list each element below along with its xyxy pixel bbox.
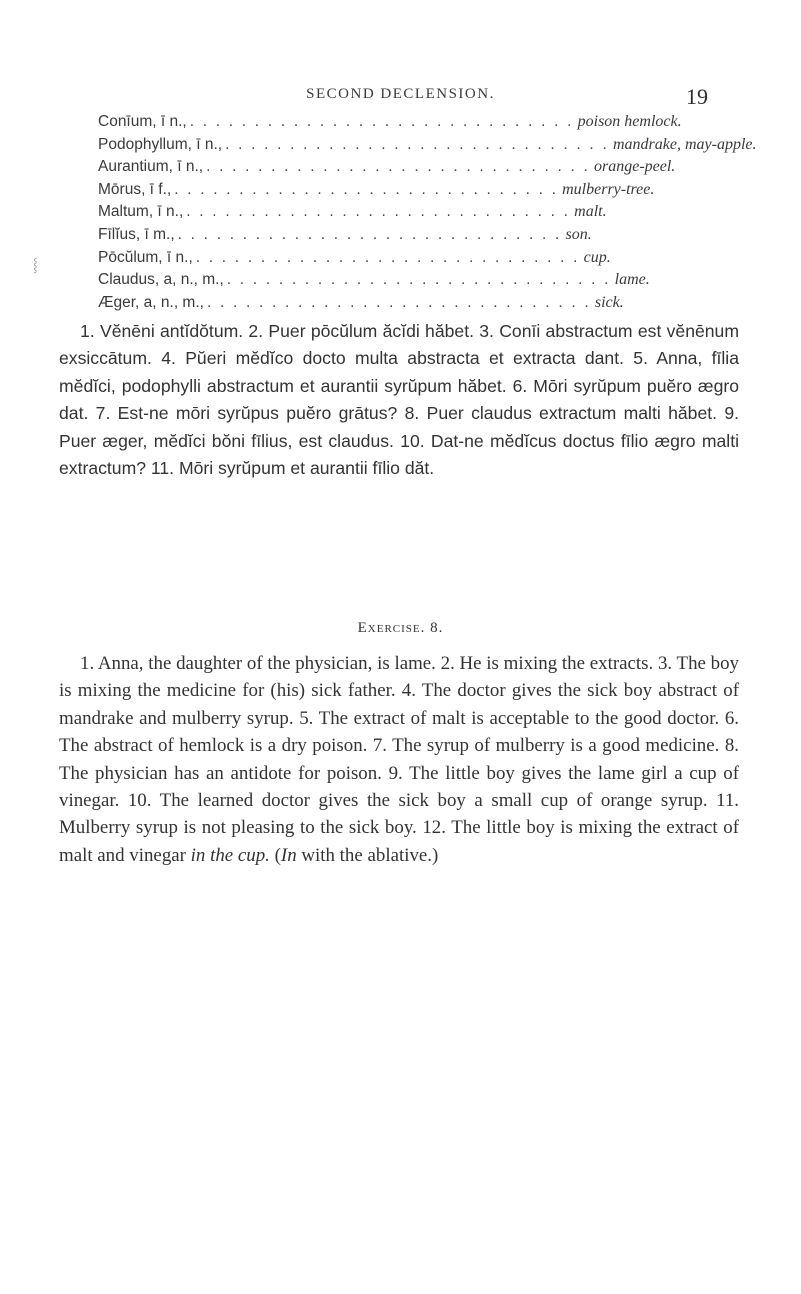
- vocab-entry: [98, 156, 738, 179]
- vocab-gloss: mandrake, may-apple.: [612, 135, 757, 153]
- running-head: SECOND DECLENSION.: [306, 86, 495, 102]
- vocab-gloss: lame.: [614, 271, 650, 289]
- margin-mark: ⸾: [33, 257, 38, 272]
- leader-dots: . . . . . . . . . . . . . . . . . . . . . . . . . . . . . .: [206, 158, 590, 176]
- vocab-gloss: malt.: [574, 203, 607, 221]
- vocab-term: Aurantium, ī n.,: [98, 158, 204, 176]
- leader-dots: . . . . . . . . . . . . . . . . . . . . . . . . . . . . . .: [177, 225, 562, 243]
- vocab-term: Pōcŭlum, ī n.,: [98, 248, 193, 266]
- vocab-gloss: orange-peel.: [594, 158, 676, 176]
- note-rest: with the ablative.): [296, 844, 439, 866]
- note-italic: In: [280, 844, 297, 866]
- vocab-term: Maltum, ī n.,: [98, 203, 184, 221]
- vocab-term: Æger, a, n., m.,: [98, 293, 204, 311]
- vocab-entry: [98, 134, 757, 157]
- vocab-entry: [98, 179, 738, 202]
- leader-dots: . . . . . . . . . . . . . . . . . . . . . . . . . . . . . .: [195, 248, 580, 266]
- leader-dots: . . . . . . . . . . . . . . . . . . . . . . . . . . . . . .: [206, 293, 591, 311]
- exercise-heading: [0, 620, 801, 637]
- latin-exercise-paragraph: 1. Vĕnēni antĭdŏtum. 2. Puer pōcŭlum ăcĭdi hăbet. 3. Conīi abstractum est vĕnēnum exsiccātum. 4. Pŭeri mĕdĭco docto multa abstracta et extracta dant. 5. Anna, fīlia mĕdĭci, podophylli abstractum et aurantii syrŭpum hăbet. 6. Mōri syrŭpum puĕro ægro dat. 7. Est-ne mōri syrŭpus puĕro grātus? 8. Puer claudus extractum malti hăbet. 9. Puer æger, mĕdĭci bŏni fīlius, est claudus. 10. Dat-ne mĕdĭcus doctus fīlio ægro malti extractum? 11. Mōri syrŭpum et aurantii fīlio dăt.: [59, 321, 739, 479]
- leader-dots: . . . . . . . . . . . . . . . . . . . . . . . . . . . . . .: [225, 135, 609, 153]
- vocab-term: Fīlĭus, ī m.,: [98, 225, 175, 243]
- leader-dots: . . . . . . . . . . . . . . . . . . . . . . . . . . . . . .: [174, 180, 559, 198]
- vocab-entry: [98, 111, 738, 134]
- vocab-entry: [98, 224, 738, 247]
- leader-dots: . . . . . . . . . . . . . . . . . . . . . . . . . . . . . .: [186, 203, 571, 221]
- vocab-gloss: son.: [565, 225, 592, 243]
- italic-phrase: in the cup.: [190, 844, 270, 866]
- english-exercise-paragraph: [59, 650, 739, 869]
- leader-dots: . . . . . . . . . . . . . . . . . . . . . . . . . . . . . .: [226, 271, 611, 289]
- vocab-gloss: cup.: [583, 248, 611, 266]
- leader-dots: . . . . . . . . . . . . . . . . . . . . . . . . . . . . . .: [189, 113, 574, 130]
- vocab-term: Claudus, a, n., m.,: [98, 271, 224, 289]
- note-open: (: [269, 844, 281, 866]
- vocab-entry: [98, 201, 738, 224]
- exercise-heading-text: Exercise. 8.: [357, 620, 444, 636]
- vocab-entry: [98, 269, 738, 292]
- vocab-term: Conīum, ī n.,: [98, 113, 187, 130]
- vocab-gloss: sick.: [594, 293, 624, 311]
- vocab-term: Podophyllum, ī n.,: [98, 135, 223, 153]
- vocab-entry: [98, 247, 738, 270]
- vocab-entry: [98, 292, 738, 315]
- vocab-gloss: mulberry-tree.: [562, 180, 655, 198]
- vocab-gloss: poison hemlock.: [577, 113, 682, 130]
- english-exercise-text: 1. Anna, the daughter of the physician, is lame. 2. He is mixing the extracts. 3. The boy is mixing the medicine for (his) sick father. 4. The doctor gives the sick boy abstract of mandrake and mulberry syrup. 5. The extract of malt is acceptable to the good doctor. 6. The abstract of hemlock is a dry poison. 7. The syrup of mulberry is a good medicine. 8. The physician has an antidote for poison. 9. The little boy gives the lame girl a cup of vinegar. 10. The learned doctor gives the sick boy a small cup of orange syrup. 11. Mulberry syrup is not pleasing to the sick boy. 12. The little boy is mixing the extract of malt and vinegar: [59, 653, 739, 866]
- vocabulary-list: [98, 111, 757, 314]
- page-number: 19: [686, 84, 708, 109]
- vocab-term: Mōrus, ī f.,: [98, 180, 172, 198]
